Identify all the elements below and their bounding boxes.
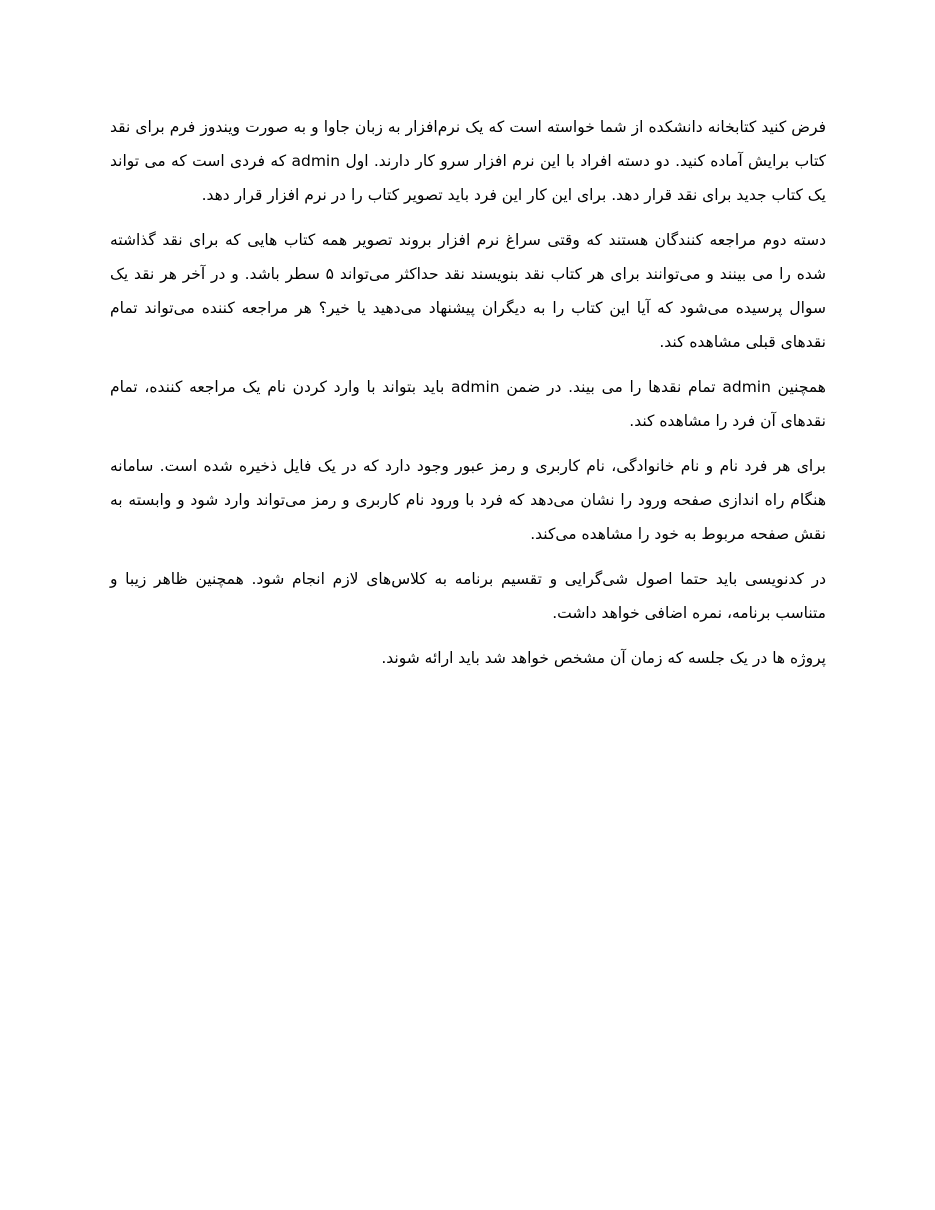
paragraph-coding: در کدنویسی باید حتما اصول شی‌گرایی و تقسیم برنامه به کلاس‌های لازم انجام شود. همچنین ظاهر زیبا و متناسب برنامه، نمره اضافی خواهد داشت. [110,570,826,622]
paragraph-intro: فرض کنید کتابخانه دانشکده از شما خواسته است که یک نرم‌افزار به زبان جاوا و به صورت ویندوز فرم برای نقد کتاب برایش آماده کنید. دو دسته افراد با این نرم افزار سرو کار دارند. اول admin که فردی است که می تواند یک کتاب جدید برای نقد قرار دهد. برای این کار این فرد باید تصویر کتاب را در نرم افزار قرار دهد. [110,118,827,204]
paragraph-presentation: پروژه ها در یک جلسه که زمان آن مشخص خواهد شد باید ارائه شوند. [381,649,826,667]
paragraph-login: برای هر فرد نام و نام خانوادگی، نام کاربری و رمز عبور وجود دارد که در یک فایل ذخیره شده است. سامانه هنگام راه اندازی صفحه ورود را نشان می‌دهد که فرد با ورود نام کاربری و رمز می‌تواند وارد شود و وابسته به نقش صفحه مربوط به خود را مشاهده می‌کند. [110,457,826,543]
paragraph-reviewers: دسته دوم مراجعه کنندگان هستند که وقتی سراغ نرم افزار بروند تصویر همه کتاب هایی که برای نقد گذاشته شده را می بینند و می‌توانند برای هر کتاب نقد بنویسند نقد حداکثر می‌تواند ۵ سطر باشد. و در آخر هر نقد یک سوال پرسیده می‌شود که آیا این کتاب را به دیگران پیشنهاد می‌دهید یا خیر؟ هر مراجعه کننده می‌تواند تمام نقدهای قبلی مشاهده کند. [110,231,826,351]
paragraph-admin: همچنین admin تمام نقدها را می بیند. در ضمن admin باید بتواند با وارد کردن نام یک مراجعه کننده، تمام نقدهای آن فرد را مشاهده کند. [110,378,826,430]
document-page [110,110,826,686]
